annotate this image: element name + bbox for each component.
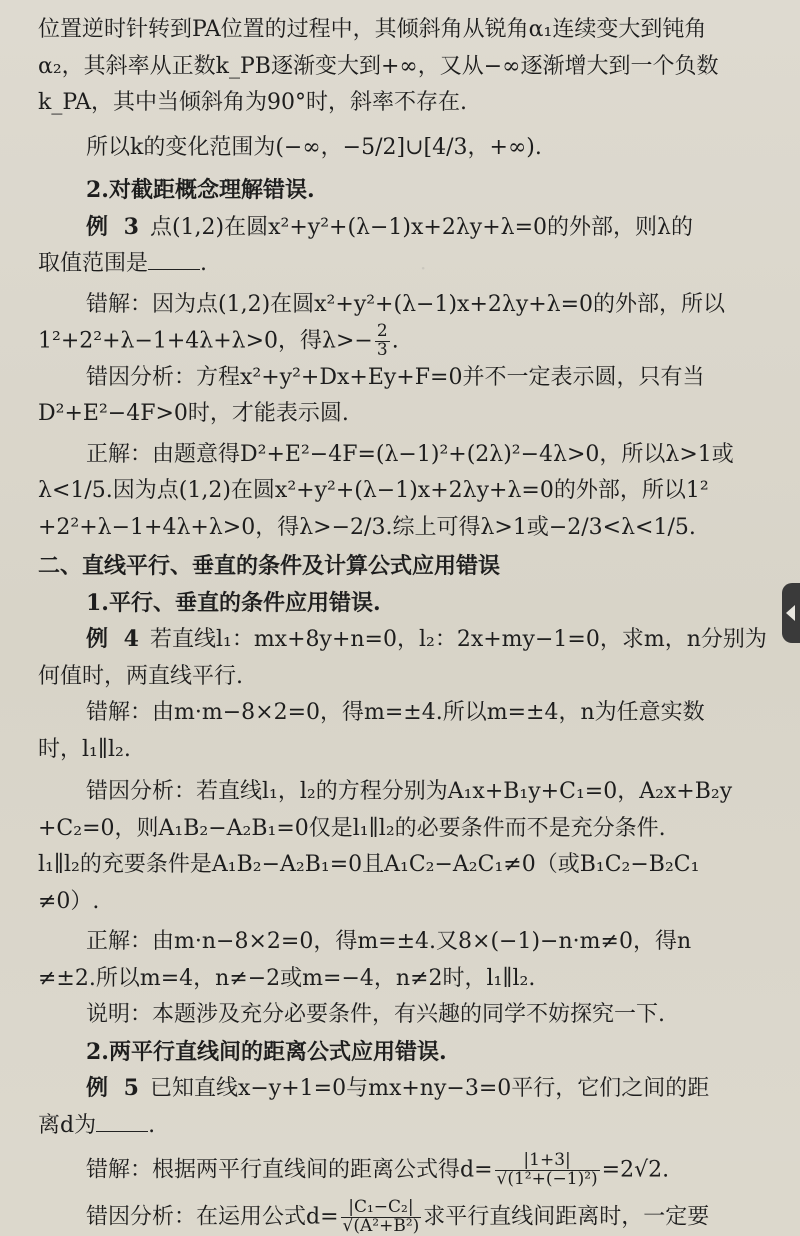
wrong-solution-3-text: 1²+2²+λ−1+4λ+λ>0，得λ>− <box>38 328 373 354</box>
example-5-line-2: 离d为 . <box>38 1108 770 1145</box>
wrong-solution-4: 错解：由m·m−8×2=0，得m=±4.所以m=±4，n为任意实数 <box>86 700 705 726</box>
error-analysis-3: 错因分析：方程x²+y²+Dx+Ey+F=0并不一定表示圆，只有当 <box>86 364 705 390</box>
example-3-text: 点(1,2)在圆x²+y²+(λ−1)x+2λy+λ=0的外部，则λ的 <box>149 214 693 240</box>
example-3-text-2: 取值范围是 <box>38 251 149 276</box>
note-line: 说明：本题涉及充分必要条件，有兴趣的同学不妨探究一下. <box>86 1002 665 1028</box>
fraction-2-3 <box>375 323 390 360</box>
error-analysis-5-text: 错因分析：在运用公式d= <box>86 1204 339 1230</box>
k-range-line <box>38 130 770 167</box>
correct-solution-3-line-3: +2²+λ−1+4λ+λ>0，得λ>−2/3.综上可得λ>1或−2/3<λ<1/5. <box>38 514 696 540</box>
fraction-numerator: |C₁−C₂| <box>341 1199 422 1218</box>
subsection-2-title: 2.对截距概念理解错误. <box>86 177 315 203</box>
example-5-label: 例 5 <box>86 1075 143 1102</box>
error-analysis-4: 错因分析：若直线l₁，l₂的方程分别为A₁x+B₁y+C₁=0，A₂x+B₂y <box>86 779 733 805</box>
example-5-line <box>38 1070 770 1108</box>
error-analysis-4-line-3: l₁∥l₂的充要条件是A₁B₂−A₂B₁=0且A₁C₂−A₂C₁≠0（或B₁C₂−B₂C₁ <box>38 852 700 878</box>
subsection-1-title: 1.平行、垂直的条件应用错误. <box>86 589 381 616</box>
page-side-tab <box>782 583 800 643</box>
correct-solution-3-line-2: λ<1/5.因为点(1,2)在圆x²+y²+(λ−1)x+2λy+λ=0的外部，所以1² <box>38 478 709 504</box>
example-4-line-2: 何值时，两直线平行. <box>38 663 243 689</box>
wrong-solution-5 <box>38 1152 770 1189</box>
error-analysis-4-line-2: +C₂=0，则A₁B₂−A₂B₁=0仅是l₁∥l₂的必要条件而不是充分条件. <box>38 815 666 841</box>
correct-solution-3-text: 正解：由题意得D²+E²−4F=(λ−1)²+(2λ)²−4λ>0，所以λ>1或 <box>86 441 734 467</box>
correct-solution-4: 正解：由m·n−8×2=0，得m=±4.又8×(−1)−n·m≠0，得n <box>86 929 692 955</box>
answer-blank-2 <box>96 1109 148 1132</box>
left-arrow-icon <box>786 605 795 621</box>
error-analysis-5-text-2: 求平行直线间距离时，一定要 <box>423 1204 710 1230</box>
example-3-line <box>38 209 770 247</box>
wrong-solution-3: 错解：因为点(1,2)在圆x²+y²+(λ−1)x+2λy+λ=0的外部，所以 <box>86 291 726 317</box>
line-2: α₂，其斜率从正数k_PB逐渐变大到+∞，又从−∞逐渐增大到一个负数 <box>38 53 719 79</box>
wrong-solution-4-line-2: 时，l₁∥l₂. <box>38 736 131 762</box>
fraction-numerator: 2 <box>376 321 388 341</box>
example-5-text-2: 离d为 <box>38 1112 97 1138</box>
example-3-line-2: 取值范围是 . <box>38 246 770 283</box>
distance-formula-fraction <box>341 1199 422 1236</box>
error-analysis-5 <box>38 1199 770 1236</box>
wrong-solution-5-text: 错解：根据两平行直线间的距离公式得d= <box>86 1157 493 1183</box>
example-4-line <box>38 621 770 659</box>
fraction-denominator: 3 <box>376 339 388 360</box>
answer-blank <box>148 247 200 270</box>
section-2-heading: 二、直线平行、垂直的条件及计算公式应用错误 <box>38 553 501 580</box>
example-4-text: 若直线l₁：mx+8y+n=0，l₂：2x+my−1=0，求m，n分别为 <box>149 627 767 653</box>
distance-result: =2√2. <box>601 1157 670 1183</box>
distance-fraction-wrong <box>495 1152 600 1189</box>
example-5-text: 已知直线x−y+1=0与mx+ny−3=0平行，它们之间的距 <box>149 1076 710 1102</box>
wrong-solution-3-line-2: 1²+2²+λ−1+4λ+λ>0，得λ>− $\frac{2}{3}$ . <box>38 321 399 360</box>
correct-solution-4-line-2: ≠±2.所以m=4，n≠−2或m=−4，n≠2时，l₁∥l₂. <box>38 965 536 991</box>
error-analysis-3-line-2: D²+E²−4F>0时，才能表示圆. <box>38 401 349 427</box>
line-3: k_PA，其中当倾斜角为90°时，斜率不存在. <box>38 90 467 115</box>
correct-solution-3 <box>38 437 770 474</box>
k-range-text: 所以k的变化范围为(−∞，−5/2]∪[4/3，+∞). <box>86 134 542 160</box>
example-3-label: 例 3 <box>86 213 143 240</box>
example-4-label: 例 4 <box>86 626 143 653</box>
fraction-denominator: √(A²+B²) <box>342 1216 420 1236</box>
bleed-through-text: · <box>420 256 427 280</box>
error-analysis-4-line-4: ≠0）. <box>38 888 100 914</box>
fraction-numerator: |1+3| <box>495 1152 600 1171</box>
subsection-2b-title: 2.两平行直线间的距离公式应用错误. <box>86 1038 447 1065</box>
line-1: 位置逆时针转到PA位置的过程中，其倾斜角从锐角α₁连续变大到钝角 <box>38 17 707 42</box>
fraction-denominator: √(1²+(−1)²) <box>496 1169 598 1190</box>
